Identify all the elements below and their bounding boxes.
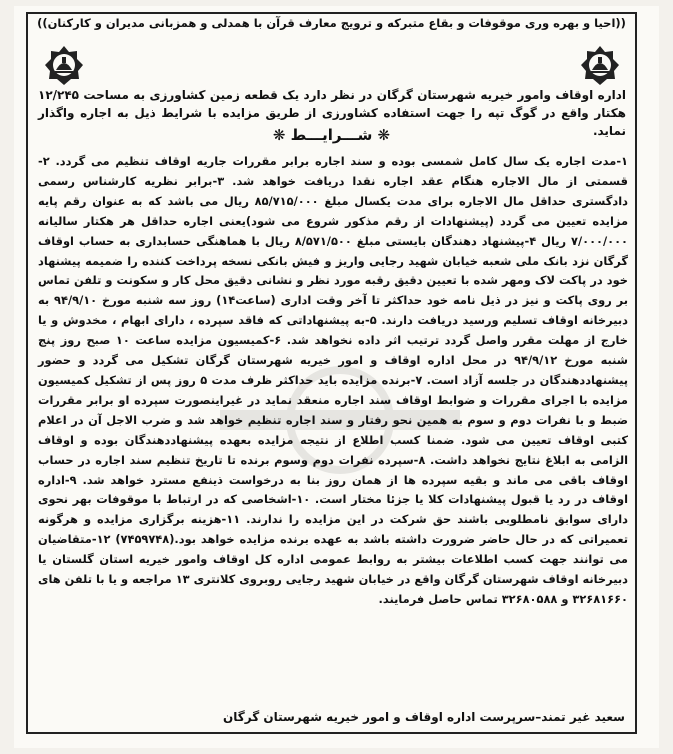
motto-line: ((احیا و بهره وری موقوفات و بقاع متبرکه و ترویج معارف قرآن با همدلی و همزبانی مدیران و کارکنان)) — [37, 16, 626, 30]
endowment-emblem-icon — [42, 44, 86, 88]
signature-line: سعید غیر تمند–سرپرست اداره اوقاف و امور خیریه شهرستان گرگان — [223, 710, 625, 724]
conditions-paragraph: ۱-مدت اجاره یک سال کامل شمسی بوده و سند اجاره برابر مقررات جاریه اوقاف تنظیم می گردد. ۲-قسمتی از مال الاجاره هنگام عقد اجاره نقدا دریافت خواهد شد. ۳-برابر نظریه کارشناس رسمی دادگستری حداقل مال الاجاره برای مدت یکسال مبلغ ۸۵/۷۱۵/۰۰۰ ریال می باشد که به عنوان رقم پایه مزایده تعیین می گردد (پیشنهادات از رقم مذکور شروع می شود)یعنی اجاره حداقل هر هکتار سالیانه ۷/۰۰۰/۰۰۰ ریال ۴-پیشنهاد دهندگان بایستی مبلغ ۸/۵۷۱/۵۰۰ ریال با هماهنگی حسابداری به حساب اوقاف گرگان نزد بانک ملی شعبه خیابان شهید رجایی واریز و فیش بانکی نسخه پرداخت کننده را ضمیمه پیشنهاد خود در پاکت لاک ومهر شده با تعیین دقیق رقبه مورد نظر و نشانی دقیق محل کار و سکونت و تلفن تماس بر روی پاکت و نیز در ذیل نامه خود حداکثر تا آخر وقت اداری (ساعت۱۴) روز سه شنبه مورخ ۹۴/۹/۱۰ به دبیرخانه اوقاف تسلیم ورسید دریافت دارند. ۵-به پیشنهاداتی که فاقد سپرده ، دارای ابهام ، مخدوش و یا خارج از مهلت مقرر واصل گردد ترتیب اثر داده نخواهد شد. ۶-کمیسیون مزایده ساعت ۱۰ صبح روز پنج شنبه مورخ ۹۴/۹/۱۲ در محل اداره اوقاف و امور خیریه شهرستان گرگان تشکیل می گردد و حضور پیشنهاددهندگان در جلسه آزاد است. ۷-برنده مزایده باید حداکثر ظرف مدت ۵ روز پس از تشکیل کمیسیون مزایده با اجرای مقررات و ضوابط اوقاف سند اجاره منعقد نماید در غیراینصورت سپرده او برابر مقررات ضبط و با نفرات دوم و سوم به همین نحو رفتار و سند اجاره تنظیم خواهد شد و ضرب الاجل آن در اعلام کتبی اوقاف تعیین می شود. ضمنا کسب اطلاع از نتیجه مزایده بعهده پیشنهاددهندگان بوده و اوقاف الزامی به ابلاغ نتایج نخواهد داشت. ۸-سپرده نفرات دوم وسوم برنده تا تاریخ تنظیم سند اجاره در حساب اوقاف باقی می ماند و بقیه سپرده ها از همان روز بنا به درخواست ذینفع مسترد خواهد شد. ۹-اداره اوقاف در رد یا قبول پیشنهادات کلا یا جزئا مختار است. ۱۰-اشخاصی که در ارتباط با موقوفات بهر نحوی دارای سوابق نامطلوبی باشند حق شرکت در این مزایده را ندارند. ۱۱-هزینه برگزاری مزایده و هرگونه تعمیراتی که در حال حاضر ضرورت داشته باشد به عهده برنده مزایده خواهد بود.(۷۴۵۹۷۴۸) ۱۲-متقاضیان می توانند جهت کسب اطلاعات بیشتر به روابط عمومی اداره کل اوقاف وامور خیریه استان گلستان یا دبیرخانه اوقاف شهرستان گرگان واقع در خیابان شهید رجایی روبروی کلانتری ۱۳ مراجعه و یا با تلفن های ۳۲۶۸۱۶۶۰ و ۳۲۶۸۰۵۸۸ تماس حاصل فرمایند. — [38, 154, 628, 606]
conditions-text — [38, 152, 628, 610]
intro-paragraph: اداره اوقاف وامور خیریه شهرستان گرگان در نظر دارد یک قطعه زمین کشاورزی به مساحت ۱۲/۲۴۵ هکتار واقع در گوگ تپه را جهت استفاده کشاورزی از طریق مزایده با شرایط ذیل به اجاره واگذار نماید. — [38, 88, 626, 138]
conditions-heading: ❋ شـــرایـــط ❋ — [272, 126, 391, 144]
endowment-emblem-icon — [578, 44, 622, 88]
